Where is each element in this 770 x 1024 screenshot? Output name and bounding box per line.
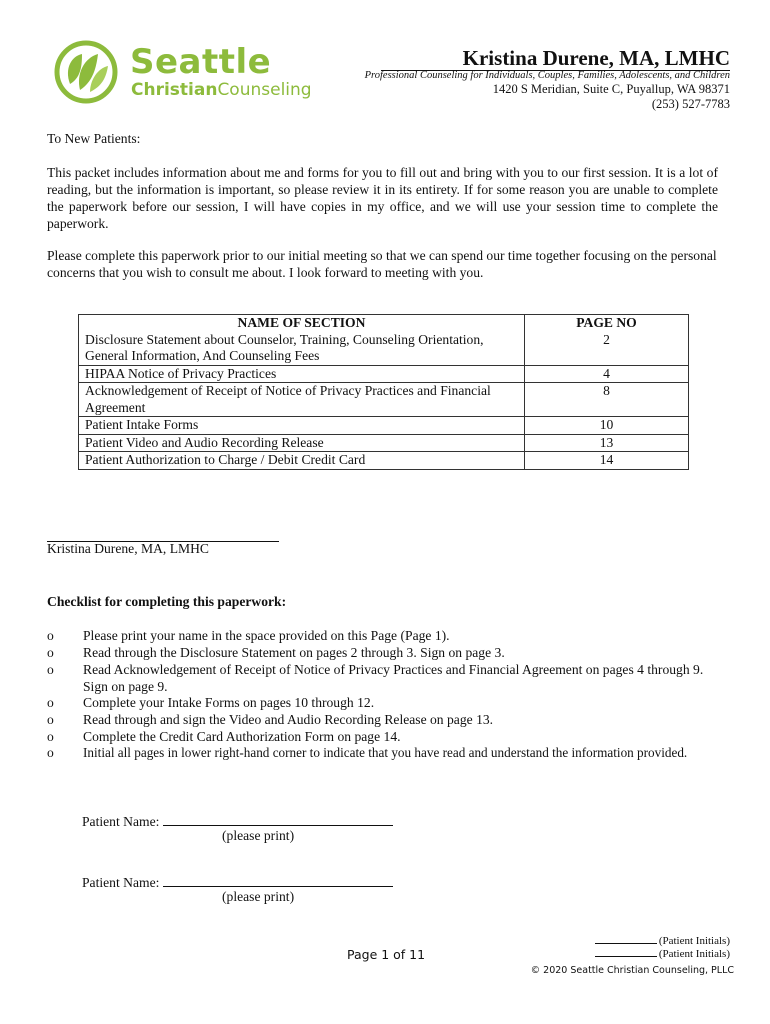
- page-number: 10: [525, 417, 689, 435]
- bullet-icon: o: [47, 712, 54, 727]
- page-number: 13: [525, 434, 689, 452]
- checklist-item: [47, 645, 727, 662]
- initials-field-1: [595, 934, 730, 947]
- checklist-item-text: Read through and sign the Video and Audio Recording Release on page 13.: [83, 712, 494, 727]
- signature-name: Kristina Durene, MA, LMHC: [47, 541, 209, 556]
- column-header-section: NAME OF SECTION: [237, 315, 366, 330]
- initials-label: (Patient Initials): [658, 935, 730, 947]
- copyright: © 2020 Seattle Christian Counseling, PLLC: [530, 965, 734, 976]
- checklist-item: [47, 662, 727, 696]
- checklist-item: [47, 712, 727, 729]
- table-row: [79, 383, 689, 417]
- section-name: HIPAA Notice of Privacy Practices: [79, 365, 525, 383]
- initials-input[interactable]: [595, 934, 657, 944]
- page-number-footer: Page 1 of 11: [347, 947, 426, 962]
- checklist-item-text: Please print your name in the space provided on this Page (Page 1).: [83, 628, 450, 643]
- practice-address: 1420 S Meridian, Suite C, Puyallup, WA 98371: [492, 82, 730, 96]
- table-row: [79, 365, 689, 383]
- bullet-icon: o: [47, 729, 54, 744]
- page-number: 4: [525, 365, 689, 383]
- checklist-item-text: Initial all pages in lower right-hand corner to indicate that you have read and understand the information provided.: [83, 745, 688, 760]
- initials-input[interactable]: [595, 947, 657, 957]
- initials-field-2: [595, 947, 730, 960]
- section-name: Disclosure Statement about Counselor, Training, Counseling Orientation, General Information, And Counseling Fees: [85, 331, 484, 363]
- patient-name-hint: (please print): [222, 828, 295, 843]
- table-cell-section: [79, 315, 525, 366]
- contents-table: [78, 314, 689, 470]
- table-row: [79, 315, 689, 366]
- page-number: 2: [603, 331, 610, 347]
- section-name: Patient Intake Forms: [79, 417, 525, 435]
- checklist-item-text: Read through the Disclosure Statement on pages 2 through 3. Sign on page 3.: [83, 645, 505, 660]
- logo-christian: Christian: [131, 80, 218, 100]
- checklist-item: [47, 745, 727, 762]
- bullet-icon: o: [47, 745, 54, 760]
- table-row: [79, 417, 689, 435]
- table-cell-page: [525, 315, 689, 366]
- bullet-icon: o: [47, 695, 54, 710]
- instructions-paragraph: Please complete this paperwork prior to our initial meeting so that we can spend our time together focusing on the personal concerns that you wish to consult me about. I look forward to meeting with you.: [47, 248, 717, 280]
- practice-tagline: Professional Counseling for Individuals, Couples, Families, Adolescents, and Children: [364, 70, 730, 81]
- patient-name-label: Patient Name:: [82, 875, 160, 890]
- section-name: Acknowledgement of Receipt of Notice of Privacy Practices and Financial Agreement: [79, 383, 525, 417]
- section-name: Patient Video and Audio Recording Release: [79, 434, 525, 452]
- checklist-item-text: Complete your Intake Forms on pages 10 through 12.: [83, 695, 375, 710]
- checklist-item: [47, 628, 727, 645]
- table-row: [79, 434, 689, 452]
- page-number: 8: [525, 383, 689, 417]
- logo-counseling: Counseling: [217, 80, 312, 100]
- practice-phone: (253) 527-7783: [651, 97, 730, 111]
- greeting: To New Patients:: [47, 131, 141, 146]
- checklist-item-text: Complete the Credit Card Authorization Form on page 14.: [83, 729, 401, 744]
- initials-label: (Patient Initials): [658, 948, 730, 960]
- patient-name-input[interactable]: [163, 812, 393, 826]
- bullet-icon: o: [47, 628, 54, 643]
- section-name: Patient Authorization to Charge / Debit Credit Card: [79, 452, 525, 470]
- practice-contact: [493, 82, 730, 112]
- table-row: [79, 452, 689, 470]
- logo-leaf-icon: [52, 40, 122, 104]
- checklist-item: [47, 695, 727, 712]
- checklist-item: [47, 729, 727, 746]
- patient-name-hint: (please print): [222, 889, 295, 904]
- checklist-title: Checklist for completing this paperwork:: [47, 594, 287, 609]
- column-header-page: PAGE NO: [576, 315, 637, 330]
- counselor-name-title: Kristina Durene, MA, LMHC: [381, 46, 730, 71]
- patient-name-input[interactable]: [163, 873, 393, 887]
- bullet-icon: o: [47, 662, 54, 677]
- logo-wordmark-christian-counseling: [131, 80, 312, 100]
- page-number: 14: [525, 452, 689, 470]
- intro-paragraph: This packet includes information about me and forms for you to fill out and bring with you to our first session. It is a lot of reading, but the information is important, so please review it in its entirety. If for some reason you are unable to complete the paperwork before our session, I will have copies in my office, and we will use your session time to complete the paperwork.: [47, 165, 718, 231]
- bullet-icon: o: [47, 645, 54, 660]
- logo-wordmark-seattle: Seattle: [130, 42, 272, 82]
- checklist-item-text: Read Acknowledgement of Receipt of Notice of Privacy Practices and Financial Agreement on pages 4 through 9. Sign on page 9.: [83, 662, 704, 694]
- patient-name-label: Patient Name:: [82, 814, 160, 829]
